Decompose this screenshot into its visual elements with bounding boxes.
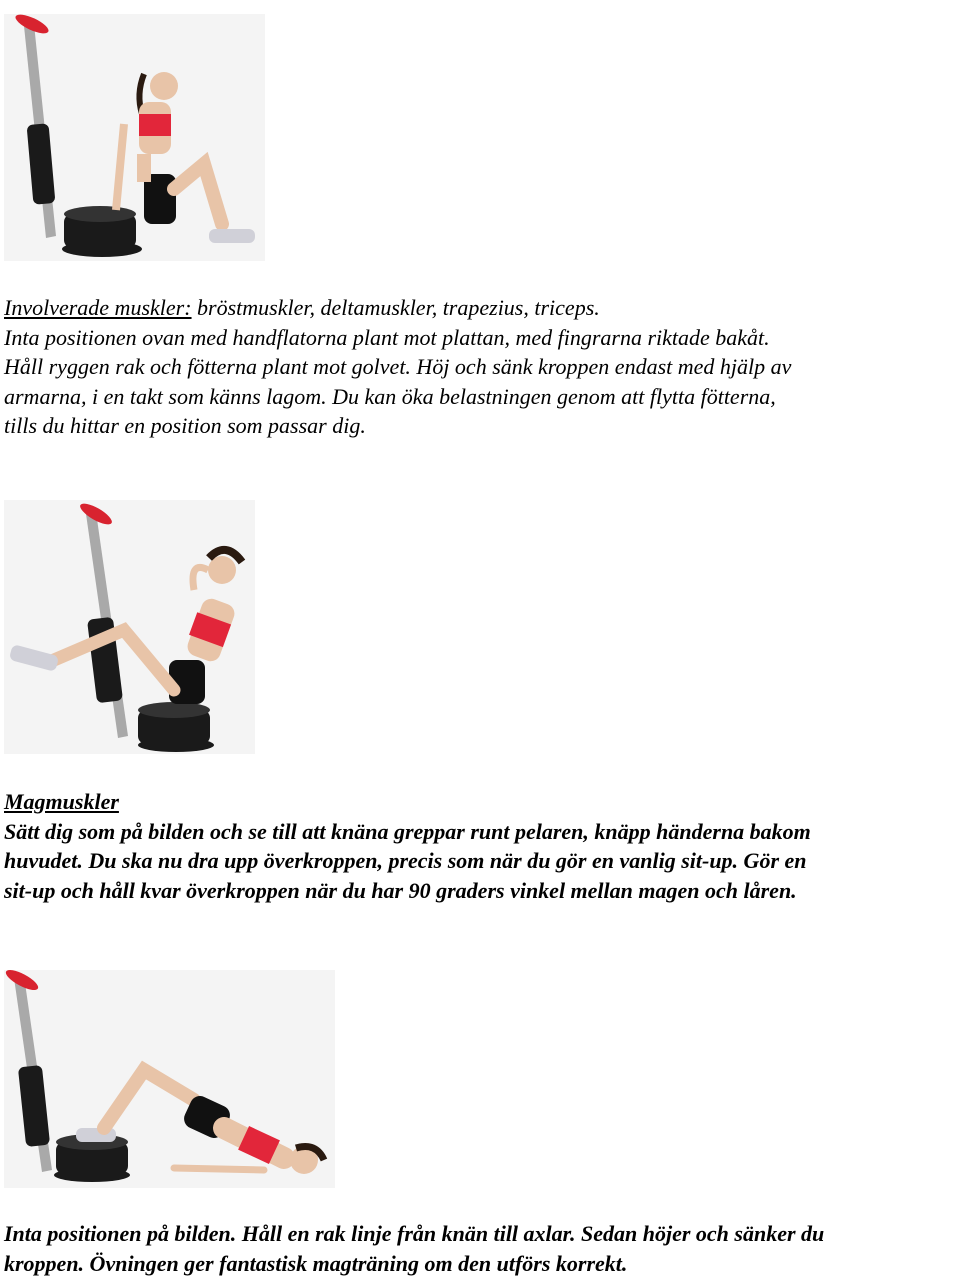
section-1-line: Håll ryggen rak och fötterna plant mot golvet. Höj och sänk kroppen endast med hjälp av — [4, 354, 792, 379]
section-2-text — [4, 787, 958, 905]
section-3-line: kroppen. Övningen ger fantastisk magträning om den utförs korrekt. — [4, 1250, 628, 1276]
section-1-heading-rest: bröstmuskler, deltamuskler, trapezius, triceps. — [191, 295, 600, 320]
exercise-photo-triceps-dip-icon — [4, 14, 265, 261]
section-3-line: Inta positionen på bilden. Håll en rak linje från knän till axlar. Sedan höjer och sänker du — [4, 1221, 825, 1246]
section-1-line: tills du hittar en position som passar dig. — [4, 413, 366, 438]
section-1-text — [4, 293, 958, 441]
section-2-line: Sätt dig som på bilden och se till att knäna greppar runt pelaren, knäpp händerna bakom — [4, 818, 811, 844]
exercise-photo-hip-bridge-icon — [4, 970, 335, 1188]
section-2-line: sit-up och håll kvar överkroppen när du har 90 graders vinkel mellan magen och låren. — [4, 877, 797, 903]
exercise-photo-situp-icon — [4, 500, 255, 754]
section-1-heading: Involverade muskler: — [4, 295, 192, 320]
exercise-photo-triceps-dip — [4, 14, 265, 261]
section-3-text — [4, 1219, 958, 1278]
section-1-line: Inta positionen ovan med handflatorna plant mot plattan, med fingrarna riktade bakåt. — [4, 324, 770, 350]
section-2-heading: Magmuskler — [4, 789, 119, 814]
exercise-photo-situp — [4, 500, 255, 754]
section-1-line: armarna, i en takt som känns lagom. Du kan öka belastningen genom att flytta fötterna, — [4, 383, 776, 409]
exercise-photo-hip-bridge — [4, 970, 335, 1188]
section-2-line: huvudet. Du ska nu dra upp överkroppen, precis som när du gör en vanlig sit-up. Gör en — [4, 848, 807, 873]
